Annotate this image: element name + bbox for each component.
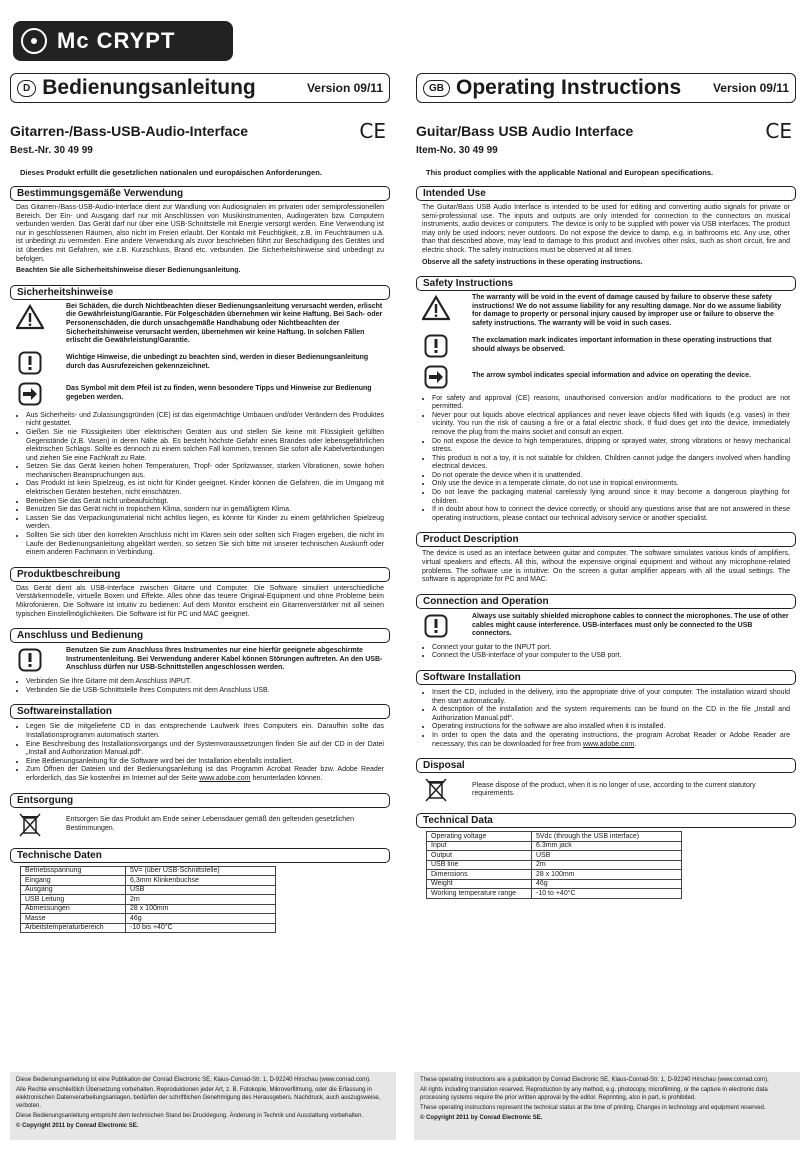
table-row: Operating voltage 5Vdc (through the USB interface) <box>427 832 682 842</box>
tech-data-table <box>426 831 682 899</box>
connection-section <box>416 594 796 661</box>
section-heading: Sicherheitshinweise <box>10 285 390 300</box>
table-row: Dimensions 28 x 100mm <box>427 870 682 880</box>
footer-copyright: © Copyright 2011 by Conrad Electronic SE. <box>420 1115 543 1121</box>
table-row: Arbeitstemperaturbereich -10 bis +40°C <box>21 923 276 933</box>
list-item: • Legen Sie die mitgelieferte CD in das entsprechende Laufwerk Ihres Computers ein. Daraufhin sollte das Installationsprogramm automatisch starten. <box>26 723 384 740</box>
compliance-note: This product complies with the applicable National and European specifications. <box>426 168 714 177</box>
safety-section <box>10 285 390 558</box>
software-section <box>10 704 390 783</box>
list-item: • A description of the installation and the system requirements can be found on the CD in the file „Install and Authorization Manual.pdf“. <box>432 706 790 723</box>
section-heading: Produktbeschreibung <box>10 567 390 582</box>
footer-status: Diese Bedienungsanleitung entspricht dem technischen Stand bei Drucklegung. Änderung in Technik und Ausstattung vorbehalten. <box>16 1113 364 1119</box>
product-title: Gitarren-/Bass-USB-Audio-Interface <box>10 123 249 139</box>
exclamation-icon <box>422 332 450 360</box>
brand-name: Mc CRYPT <box>57 28 176 53</box>
page-title: Bedienungsanleitung <box>42 76 256 99</box>
product-description-section <box>10 567 390 619</box>
list-item: • Setzen Sie das Gerät keinen hohen Temperaturen, Tropf- oder Spritzwasser, starken Vibrationen, sowie hohen mechanischen Beanspruchungen aus. <box>26 463 384 480</box>
tech-data-section <box>416 813 796 899</box>
table-row: USB line 2m <box>427 860 682 870</box>
compliance-note: Dieses Produkt erfüllt die gesetzlichen nationalen und europäischen Anforderungen. <box>20 168 322 177</box>
english-column <box>416 73 796 899</box>
list-item: • Operating instructions for the software are also installed when it is installed. <box>432 723 790 732</box>
intended-use-section <box>416 186 796 267</box>
section-heading: Intended Use <box>416 186 796 201</box>
list-item: • Eine Beschreibung des Installationsvorgangs und der Systemvoraussetzungen finden Sie auf der CD in der Datei „Install and Authorization Manual.pdf“. <box>26 741 384 758</box>
list-item: • In order to open the data and the operating instructions, the program Acrobat Reader or Adobe Reader are necessary, this can be downloaded for free from www.adobe.com. <box>432 732 790 749</box>
section-heading: Product Description <box>416 532 796 547</box>
section-heading: Technische Daten <box>10 848 390 863</box>
table-row: Betriebsspannung 5V= (über USB-Schnittstelle) <box>21 866 276 876</box>
title-bar <box>416 73 796 103</box>
footer-publisher: Diese Bedienungsanleitung ist eine Publikation der Conrad Electronic SE, Klaus-Conrad-Str. 1, D-92240 Hirschau (www.conrad.com). <box>16 1077 371 1083</box>
product-description-section <box>416 532 796 584</box>
adobe-link[interactable]: www.adobe.com <box>582 740 635 748</box>
table-row: Eingang 6,3mm Klinkenbuchse <box>21 876 276 886</box>
disposal-text: Please dispose of the product, when it is no longer of use, according to the current statutory requirements. <box>472 781 756 798</box>
section-heading: Bestimmungsgemäße Verwendung <box>10 186 390 201</box>
logo-mark-icon <box>21 28 47 54</box>
table-row: Output USB <box>427 851 682 861</box>
intended-use-section <box>10 186 390 276</box>
warning-triangle-icon <box>16 303 44 331</box>
list-item: • Never pour out liquids above electrical appliances and never leave objects filled with liquids (e.g. vases) in their vicinity. You run the risk of causing a fire or a fatal electric shock. If fluid does get into the device, immediately remove the plug from the mains socket and consult an expert. <box>432 412 790 438</box>
section-heading: Technical Data <box>416 813 796 828</box>
list-item: • Do not expose the device to high temperatures, dripping or sprayed water, strong vibrations or heavy mechanical stress. <box>432 438 790 455</box>
footer-status: These operating instructions represent the technical status at the time of printing. Changes in technology and equipment reserved. <box>420 1105 766 1111</box>
disposal-section <box>416 758 796 804</box>
table-row: Input 6.3mm jack <box>427 841 682 851</box>
safety-list <box>26 412 384 558</box>
warning-text: The warranty will be void in the event of damage caused by failure to observe these safety instructions! We do not assume liability for any resulting damage. Nor do we assume liability for damage to property or personal injury caused by improper use or failure to observe the safety instructions. The warranty will be void in such cases. <box>472 294 782 327</box>
tech-data-table <box>20 866 276 934</box>
list-item: • Sollten Sie sich über den korrekten Anschluss nicht im Klaren sein oder sollten sich Fragen ergeben, die nicht im Laufe der Bedienungsanleitung abgeklärt werden, so setzen Sie sich bitte mit unserer technischen Auskunft oder einem anderen Fachmann in Verbindung. <box>26 532 384 558</box>
section-heading: Connection and Operation <box>416 594 796 609</box>
list-item: • Connect the USB-interface of your computer to the USB port. <box>432 652 790 661</box>
section-heading: Anschluss und Bedienung <box>10 628 390 643</box>
arrow-icon <box>422 363 450 391</box>
product-title: Guitar/Bass USB Audio Interface <box>416 123 634 139</box>
tech-data-section <box>10 848 390 934</box>
ce-mark-icon: CE <box>765 119 792 143</box>
list-item: • Only use the device in a temperate climate, do not use in tropical environments. <box>432 480 790 489</box>
list-item: • Do not leave the packaging material carelessly lying around since it may become a dangerous plaything for children. <box>432 489 790 506</box>
item-number: Item-No. 30 49 99 <box>416 145 498 156</box>
section-body: Das Gitarren-/Bass-USB-Audio-Interface dient zur Wandlung von Audiosignalen im privaten oder semiprofessionellen Bereich. Der Ein- und Ausgang darf nur mit Anschlüssen von Musikinstrumenten, Audiogeräten bzw. Computern verbunden werden. Das Gerät darf nur über eine USB-Schnittstelle mit Energie versorgt werden. Eine Verwendung ist nur in geschlossenen Räumen, also nicht im Freien erlaubt. Der Kontakt mit Feuchtigkeit, z.B. im Feuchträumen u.ä. ist unbedingt zu vermeiden. Eine andere Verwendung als zuvor beschrieben führt zur Beschädigung des Gerätes und ist überdies mit Gefahren, wie z.B. Kurzschluss, Brand etc. verbunden. Die Sicherheitshinweise sind unbedingt zu befolgen. <box>16 204 384 263</box>
warning-text: Always use suitably shielded microphone cables to connect the microphones. The use of other cables might cause interference. USB-interfaces must only be connected to the USB connectors. <box>472 612 789 638</box>
list-item: • Insert the CD, included in the delivery, into the appropriate drive of your computer. The installation wizard should then start automatically. <box>432 689 790 706</box>
section-body: Das Gerät dient als USB-Interface zwischen Gitarre und Computer. Die Software simuliert unterschiedliche Verstärkermodelle, virtuelle Boxen und Effekte. Alles ohne das teuere Original-Equipment und ohne Probleme beim Mikrofonieren. Die Software ist intuitiv zu bedienen: Auf dem Monitor erscheint ein Gitarrenverstärker mit all seinen typischen Einstellmöglichkeiten. Die Software ist für PC und MAC geeignet. <box>16 584 384 618</box>
crossed-bin-icon <box>16 811 44 839</box>
section-heading: Safety Instructions <box>416 276 796 291</box>
list-item: • Gießen Sie nie Flüssigkeiten über elektrischen Geräten aus und stellen Sie keine mit Flüssigkeit gefüllten Gegenstände (z.B. Vasen) in deren Nähe ab. Es besteht höchste Gefahr eines Brandes oder lebensgefährlichen elektrischen Schlags. Sollte es dennoch zu einem solchen Fall kommen, trennen Sie sofort alle Kabelverbindungen und ziehen Sie eine Fachkraft zu Rate. <box>26 429 384 463</box>
table-row: Working temperature range -10 to +40°C <box>427 889 682 899</box>
crossed-bin-icon <box>422 776 450 804</box>
warning-text: The arrow symbol indicates special information and advice on operating the device. <box>472 372 751 380</box>
list-item: • Connect your guitar to the INPUT port. <box>432 644 790 653</box>
footer-imprint <box>10 1072 396 1140</box>
safety-list <box>432 395 790 524</box>
brand-logo <box>13 21 233 61</box>
section-heading: Entsorgung <box>10 793 390 808</box>
version-label: Version 09/11 <box>712 81 789 95</box>
exclamation-icon <box>422 612 450 640</box>
german-column <box>10 73 390 933</box>
footer-imprint <box>414 1072 800 1140</box>
section-heading: Softwareinstallation <box>10 704 390 719</box>
section-heading: Software Installation <box>416 670 796 685</box>
list-item: • Betreiben Sie das Gerät nicht unbeaufsichtigt. <box>26 498 384 507</box>
safety-section <box>416 276 796 523</box>
table-row: USB Leitung 2m <box>21 895 276 905</box>
section-body: The Guitar/Bass USB Audio Interface is intended to be used for editing and converting audio signals for private or semi-professional use. The inputs and outputs are only intended for connection to the connectors on musical instruments, audio devices or computers. The device is only to be supplied with power via USB interfaces. The product may only be used indoors; never outdoors. Do not expose the device to damp, e.g. in bathrooms etc. Any use, other than that described above, may lead to damage to this product and involves other risks, such as short circuit, fire and electric shock. The safety instructions must be observed at all times. <box>422 204 790 254</box>
exclamation-icon <box>16 646 44 674</box>
ce-mark-icon: CE <box>359 119 386 143</box>
footer-rights: All rights including translation reserved. Reproduction by any method, e.g. photocopy, microfilming, or the capture in electronic data processing systems require the prior written approval by the editor. Reprinting, also in part, is prohibited. <box>420 1087 768 1101</box>
warning-text: Wichtige Hinweise, die unbedingt zu beachten sind, werden in dieser Bedienungsanleitung durch das Ausrufezeichen gekennzeichnet. <box>66 354 369 370</box>
connection-section <box>10 628 390 695</box>
footer-copyright: © Copyright 2011 by Conrad Electronic SE. <box>16 1123 139 1129</box>
language-badge: GB <box>423 80 450 97</box>
language-badge: D <box>17 80 36 97</box>
warning-text: Das Symbol mit dem Pfeil ist zu finden, wenn besondere Tipps und Hinweise zur Bedienung gegeben werden. <box>66 385 372 401</box>
warning-text: Bei Schäden, die durch Nichtbeachten dieser Bedienungsanleitung verursacht werden, erlischt die Gewährleistung/Garantie. Für Folgeschäden übernehmen wir keine Haftung. Bei Sach- oder Personenschäden, die durch unsachgemäße Handhabung oder Nichtbeachten der Sicherheitshinweise verursacht werden, übernehmen wir keine Haftung. In solchen Fällen erlischt die Gewährleistung/Garantie. <box>66 302 383 345</box>
list-item: • Benutzen Sie das Gerät nicht in tropischem Klima, sondern nur in gemäßigtem Klima. <box>26 506 384 515</box>
footer-publisher: These operating instructions are a publication by Conrad Electronic SE, Klaus-Conrad-Str. 1, D-92240 Hirschau (www.conrad.com). <box>420 1077 769 1083</box>
list-item: • This product is not a toy, it is not suitable for children. Children cannot judge the dangers involved when handling electrical devices. <box>432 455 790 472</box>
item-number: Best.-Nr. 30 49 99 <box>10 145 93 156</box>
exclamation-icon <box>16 349 44 377</box>
warning-text: The exclamation mark indicates important information in these operating instructions that should always be observed. <box>472 336 772 353</box>
list-item: • If in doubt about how to connect the device correctly, or should any questions arise that are not answered in these operating instructions, please contact our technical advisory service or another specialist. <box>432 506 790 523</box>
list-item: • Verbinden Sie die USB-Schnittstelle Ihres Computers mit dem Anschluss USB. <box>26 687 384 696</box>
list-item: • Zum Öffnen der Dateien und der Bedienungsanleitung ist das Programm Acrobat Reader bzw. Adobe Reader erforderlich, das Sie kostenfrei im Internet auf der Seite www.adobe.com herunterladen können. <box>26 766 384 783</box>
disposal-section <box>10 793 390 839</box>
list-item: • Aus Sicherheits- und Zulassungsgründen (CE) ist das eigenmächtige Umbauen und/oder Verändern des Produktes nicht gestattet. <box>26 412 384 429</box>
warning-text: Benutzen Sie zum Anschluss Ihres Instrumentes nur eine hierfür geeignete abgeschirmte Instrumentenleitung. Bei Verwendung anderer Kabel können Störungen auftreten. An den USB-Anschluss dürfen nur USB-Schnittstellen angeschlossen werden. <box>66 647 383 672</box>
title-bar <box>10 73 390 103</box>
section-heading: Disposal <box>416 758 796 773</box>
software-section <box>416 670 796 749</box>
table-row: Abmessungen 28 x 100mm <box>21 904 276 914</box>
table-row: Masse 46g <box>21 914 276 924</box>
section-note: Observe all the safety instructions in these operating instructions. <box>422 258 643 266</box>
table-row: Weight 46g <box>427 879 682 889</box>
section-note: Beachten Sie alle Sicherheitshinweise dieser Bedienungsanleitung. <box>16 267 241 275</box>
list-item: • Das Produkt ist kein Spielzeug, es ist nicht für Kinder geeignet. Kinder können die Gefahren, die im Umgang mit elektrischen Geräten bestehen, nicht einschätzen. <box>26 480 384 497</box>
list-item: • For safety and approval (CE) reasons, unauthorised conversion and/or modifications to the product are not permitted. <box>432 395 790 412</box>
adobe-link[interactable]: www.adobe.com <box>199 774 251 782</box>
list-item: • Verbinden Sie Ihre Gitarre mit dem Anschluss INPUT. <box>26 678 384 687</box>
footer-rights: Alle Rechte einschließlich Übersetzung vorbehalten. Reproduktionen jeder Art, z. B. Fotokopie, Mikroverfilmung, oder die Erfassung in elektronischen Datenverarbeitungsanlagen, bedürfen der schriftlichen Genehmigung des Herausgebers. Nachdruck, auch auszugsweise, verboten. <box>16 1087 381 1109</box>
list-item: • Do not operate the device when it is unattended. <box>432 472 790 481</box>
section-body: The device is used as an interface between guitar and computer. The software simulates various kinds of amplifiers, virtual speakers and effects. All this, without the expensive original equipment and without any microphone-related problems. The software use is intuitive: On the screen a guitar amplifier appears with all the usual settings. The software is appropriate for PC and MAC. <box>422 550 790 584</box>
version-label: Version 09/11 <box>306 81 383 95</box>
disposal-text: Entsorgen Sie das Produkt am Ende seiner Lebensdauer gemäß den geltenden gesetzlichen Bestimmungen. <box>66 815 354 832</box>
list-item: • Eine Bedienungsanleitung für die Software wird bei der Installation ebenfalls installiert. <box>26 758 384 767</box>
warning-triangle-icon <box>422 294 450 322</box>
arrow-icon <box>16 380 44 408</box>
table-row: Ausgang USB <box>21 885 276 895</box>
list-item: • Lassen Sie das Verpackungsmaterial nicht achtlos liegen, es könnte für Kinder zu einem gefährlichen Spielzeug werden. <box>26 515 384 532</box>
page-title: Operating Instructions <box>456 76 682 99</box>
